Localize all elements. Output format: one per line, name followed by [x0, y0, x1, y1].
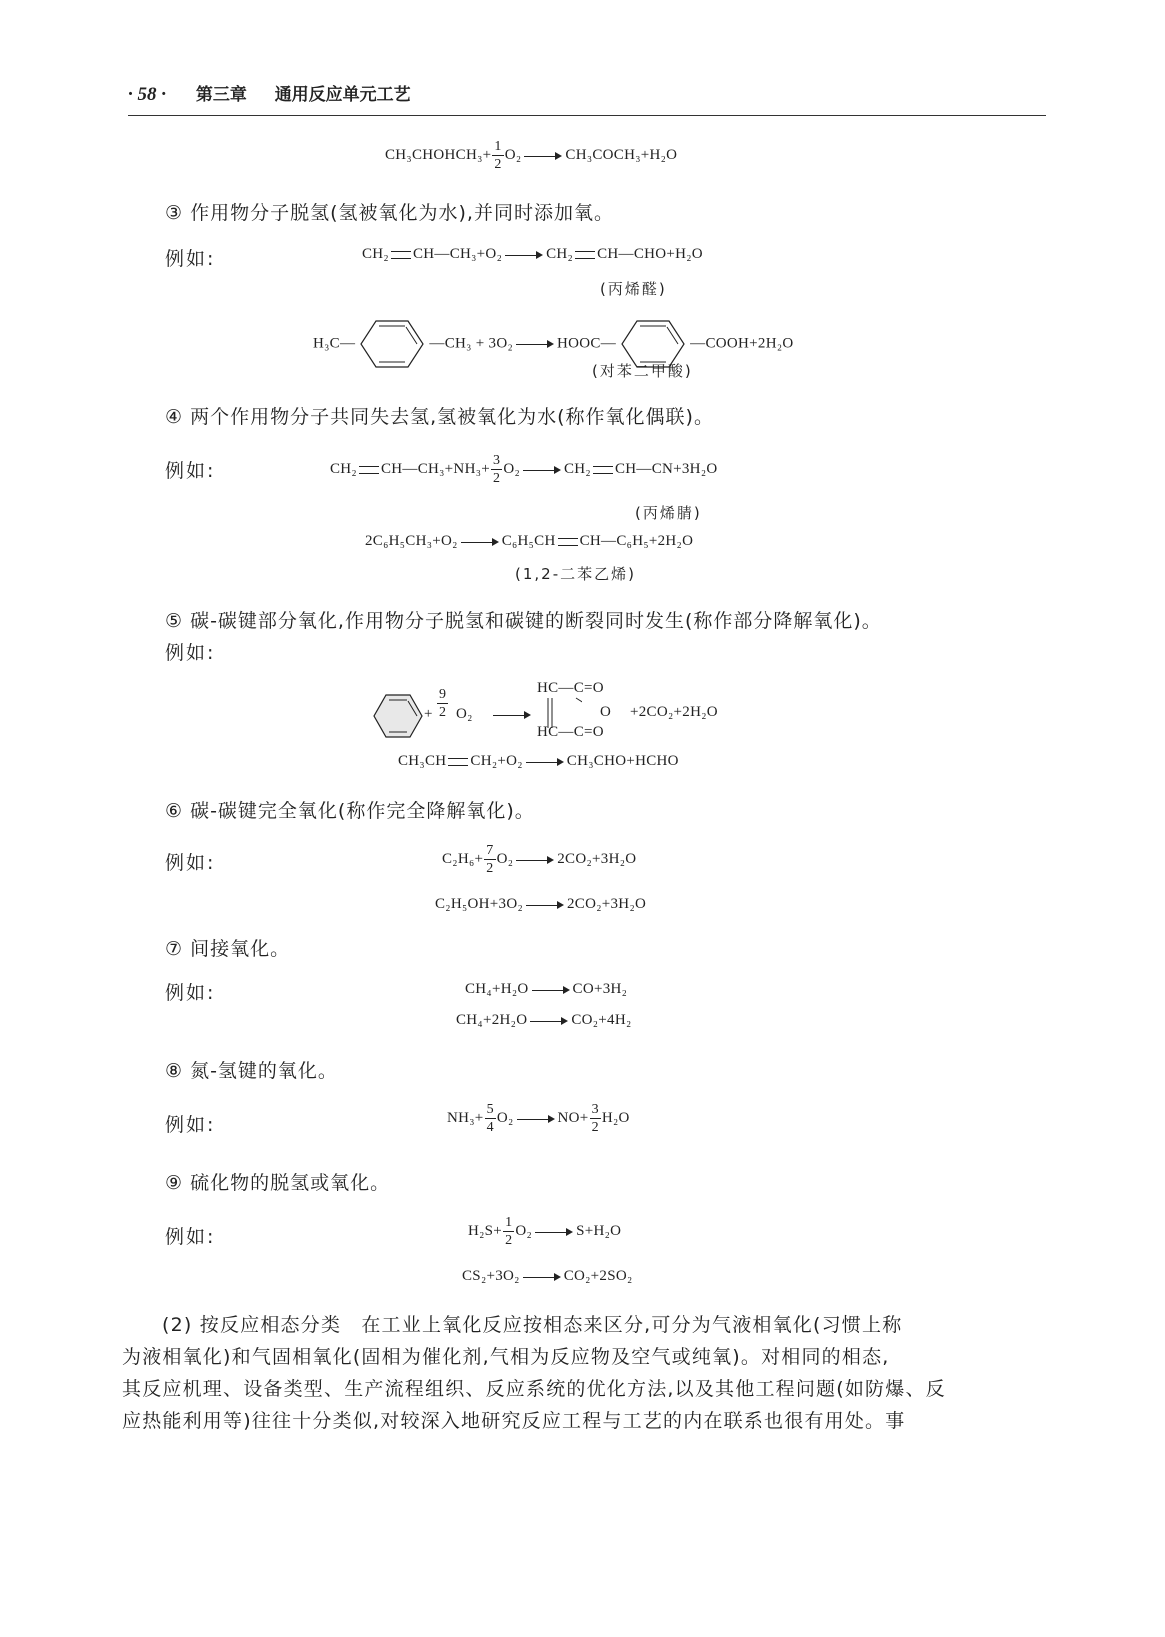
reaction-arrow-icon — [526, 757, 564, 767]
section-6-heading: ⑥ 碳-碳键完全氧化(称作完全降解氧化)。 — [165, 800, 535, 822]
equation-methane-reforming: CH₄+H₂O CO+3H₂ — [465, 981, 628, 997]
example-label: 例如: — [165, 1114, 216, 1136]
section-4-heading: ④ 两个作用物分子共同失去氢,氢被氧化为水(称作氧化偶联)。 — [165, 406, 714, 428]
paragraph-line: 应热能利用等)往往十分类似,对较深入地研究反应工程与工艺的内在联系也很有用处。事 — [122, 1410, 906, 1432]
fraction: $\frac{1}{2}$ — [494, 139, 502, 172]
double-bond-icon — [593, 466, 613, 474]
double-bond-icon — [391, 251, 411, 259]
reaction-arrow-icon — [516, 339, 554, 349]
reaction-arrow-icon — [532, 985, 570, 995]
benzene-ring-icon — [372, 692, 424, 740]
equation-cs2-oxidation: CS₂+3O₂ CO₂+2SO₂ — [462, 1268, 633, 1284]
product-name-stilbene: (1,2-二苯乙烯) — [515, 565, 636, 583]
reaction-arrow-icon — [530, 1016, 568, 1026]
equation-terephthalic: H₃C— —CH₃ + 3O₂ HOOC— —COOH+2H₂O — [313, 318, 794, 370]
example-label: 例如: — [165, 852, 216, 874]
example-label: 例如: — [165, 460, 216, 482]
product-name-acrylonitrile: (丙烯腈) — [635, 504, 702, 522]
equation-ethanol-combustion: C₂H₅OH+3O₂ 2CO₂+3H₂O — [435, 896, 647, 912]
example-label: 例如: — [165, 1226, 216, 1248]
double-bond-icon — [448, 758, 468, 766]
example-label: 例如: — [165, 982, 216, 1004]
double-bond-icon — [359, 466, 379, 474]
equation-h2s-oxidation: H₂S+ $\frac{1}{2}$ O₂ S+H₂O — [468, 1215, 622, 1248]
fraction: $\frac{5}{4}$ — [486, 1102, 494, 1135]
fraction: $\frac{1}{2}$ — [505, 1215, 513, 1248]
equation-acetaldehyde: CH₃CH CH₂+O₂ CH₃CHO+HCHO — [398, 753, 679, 769]
equation-maleic-anhydride: + $\frac{9}{2}$ O₂ HC—C=O O HC—C=O +2CO₂+2H₂O — [372, 680, 772, 750]
benzene-ring-icon — [359, 318, 425, 370]
product-name-terephthalic: (对苯二甲酸) — [592, 362, 693, 380]
example-label: 例如: — [165, 248, 216, 270]
example-label: 例如: — [165, 642, 216, 664]
chapter-title: 通用反应单元工艺 — [274, 85, 411, 105]
equation-ethane-combustion: C₂H₆+ $\frac{7}{2}$ O₂ 2CO₂+3H₂O — [442, 843, 637, 876]
section-5-heading: ⑤ 碳-碳键部分氧化,作用物分子脱氢和碳键的断裂同时发生(称作部分降解氧化)。 — [165, 610, 882, 632]
product-name-acrolein: (丙烯醛) — [600, 280, 667, 298]
body-paragraph — [122, 1309, 1002, 1437]
reaction-arrow-icon — [523, 1272, 561, 1282]
reaction-arrow-icon — [535, 1227, 573, 1237]
chapter-label: 第三章 — [195, 85, 247, 105]
reaction-arrow-icon — [461, 537, 499, 547]
reaction-arrow-icon — [516, 855, 554, 865]
fraction: $\frac{3}{2}$ — [493, 453, 501, 486]
header-rule — [128, 115, 1046, 116]
paragraph-line: 为液相氧化)和气固相氧化(固相为催化剂,气相为反应物及空气或纯氧)。对相同的相态, — [122, 1346, 890, 1368]
equation-methane-reforming-2: CH₄+2H₂O CO₂+4H₂ — [456, 1012, 632, 1028]
equation-acrolein: CH₂ CH—CH₃+O₂ CH₂ CH—CHO+H₂O — [362, 246, 703, 262]
section-8-heading: ⑧ 氮-氢键的氧化。 — [165, 1060, 338, 1082]
page-header — [128, 80, 411, 106]
paragraph-line: 其反应机理、设备类型、生产流程组织、反应系统的优化方法,以及其他工程问题(如防爆、反 — [122, 1378, 946, 1400]
reaction-arrow-icon — [523, 465, 561, 475]
equation-ammonia-oxidation: NH₃+ $\frac{5}{4}$ O₂ NO+ $\frac{3}{2}$ H₂O — [447, 1102, 630, 1135]
equation-acrylonitrile: CH₂ CH—CH₃+NH₃+ $\frac{3}{2}$ O₂ CH₂ CH—CN+3H₂O — [330, 453, 718, 486]
section-3-heading: ③ 作用物分子脱氢(氢被氧化为水),并同时添加氧。 — [165, 202, 614, 224]
paragraph-line: (2) 按反应相态分类 在工业上氧化反应按相态来区分,可分为气液相氧化(习惯上称 — [162, 1314, 903, 1336]
section-7-heading: ⑦ 间接氧化。 — [165, 938, 291, 960]
reaction-arrow-icon — [505, 250, 543, 260]
fraction: $\frac{9}{2}$ — [439, 687, 447, 720]
double-bond-icon — [558, 538, 578, 546]
reaction-arrow-icon — [526, 900, 564, 910]
reaction-arrow-icon — [524, 151, 562, 161]
fraction: $\frac{7}{2}$ — [486, 843, 494, 876]
page-number: · 58 · — [128, 84, 166, 105]
section-9-heading: ⑨ 硫化物的脱氢或氧化。 — [165, 1172, 391, 1194]
equation-stilbene: 2C₆H₅CH₃+O₂ C₆H₅CH CH—C₆H₅+2H₂O — [365, 533, 694, 549]
reaction-arrow-icon — [517, 1114, 555, 1124]
double-bond-icon — [575, 251, 595, 259]
fraction: $\frac{3}{2}$ — [591, 1102, 599, 1135]
equation-isopropanol: CH₃CHOHCH₃+ $\frac{1}{2}$ O₂ CH₃COCH₃+H₂O — [385, 139, 678, 172]
reaction-arrow-icon — [493, 710, 531, 720]
